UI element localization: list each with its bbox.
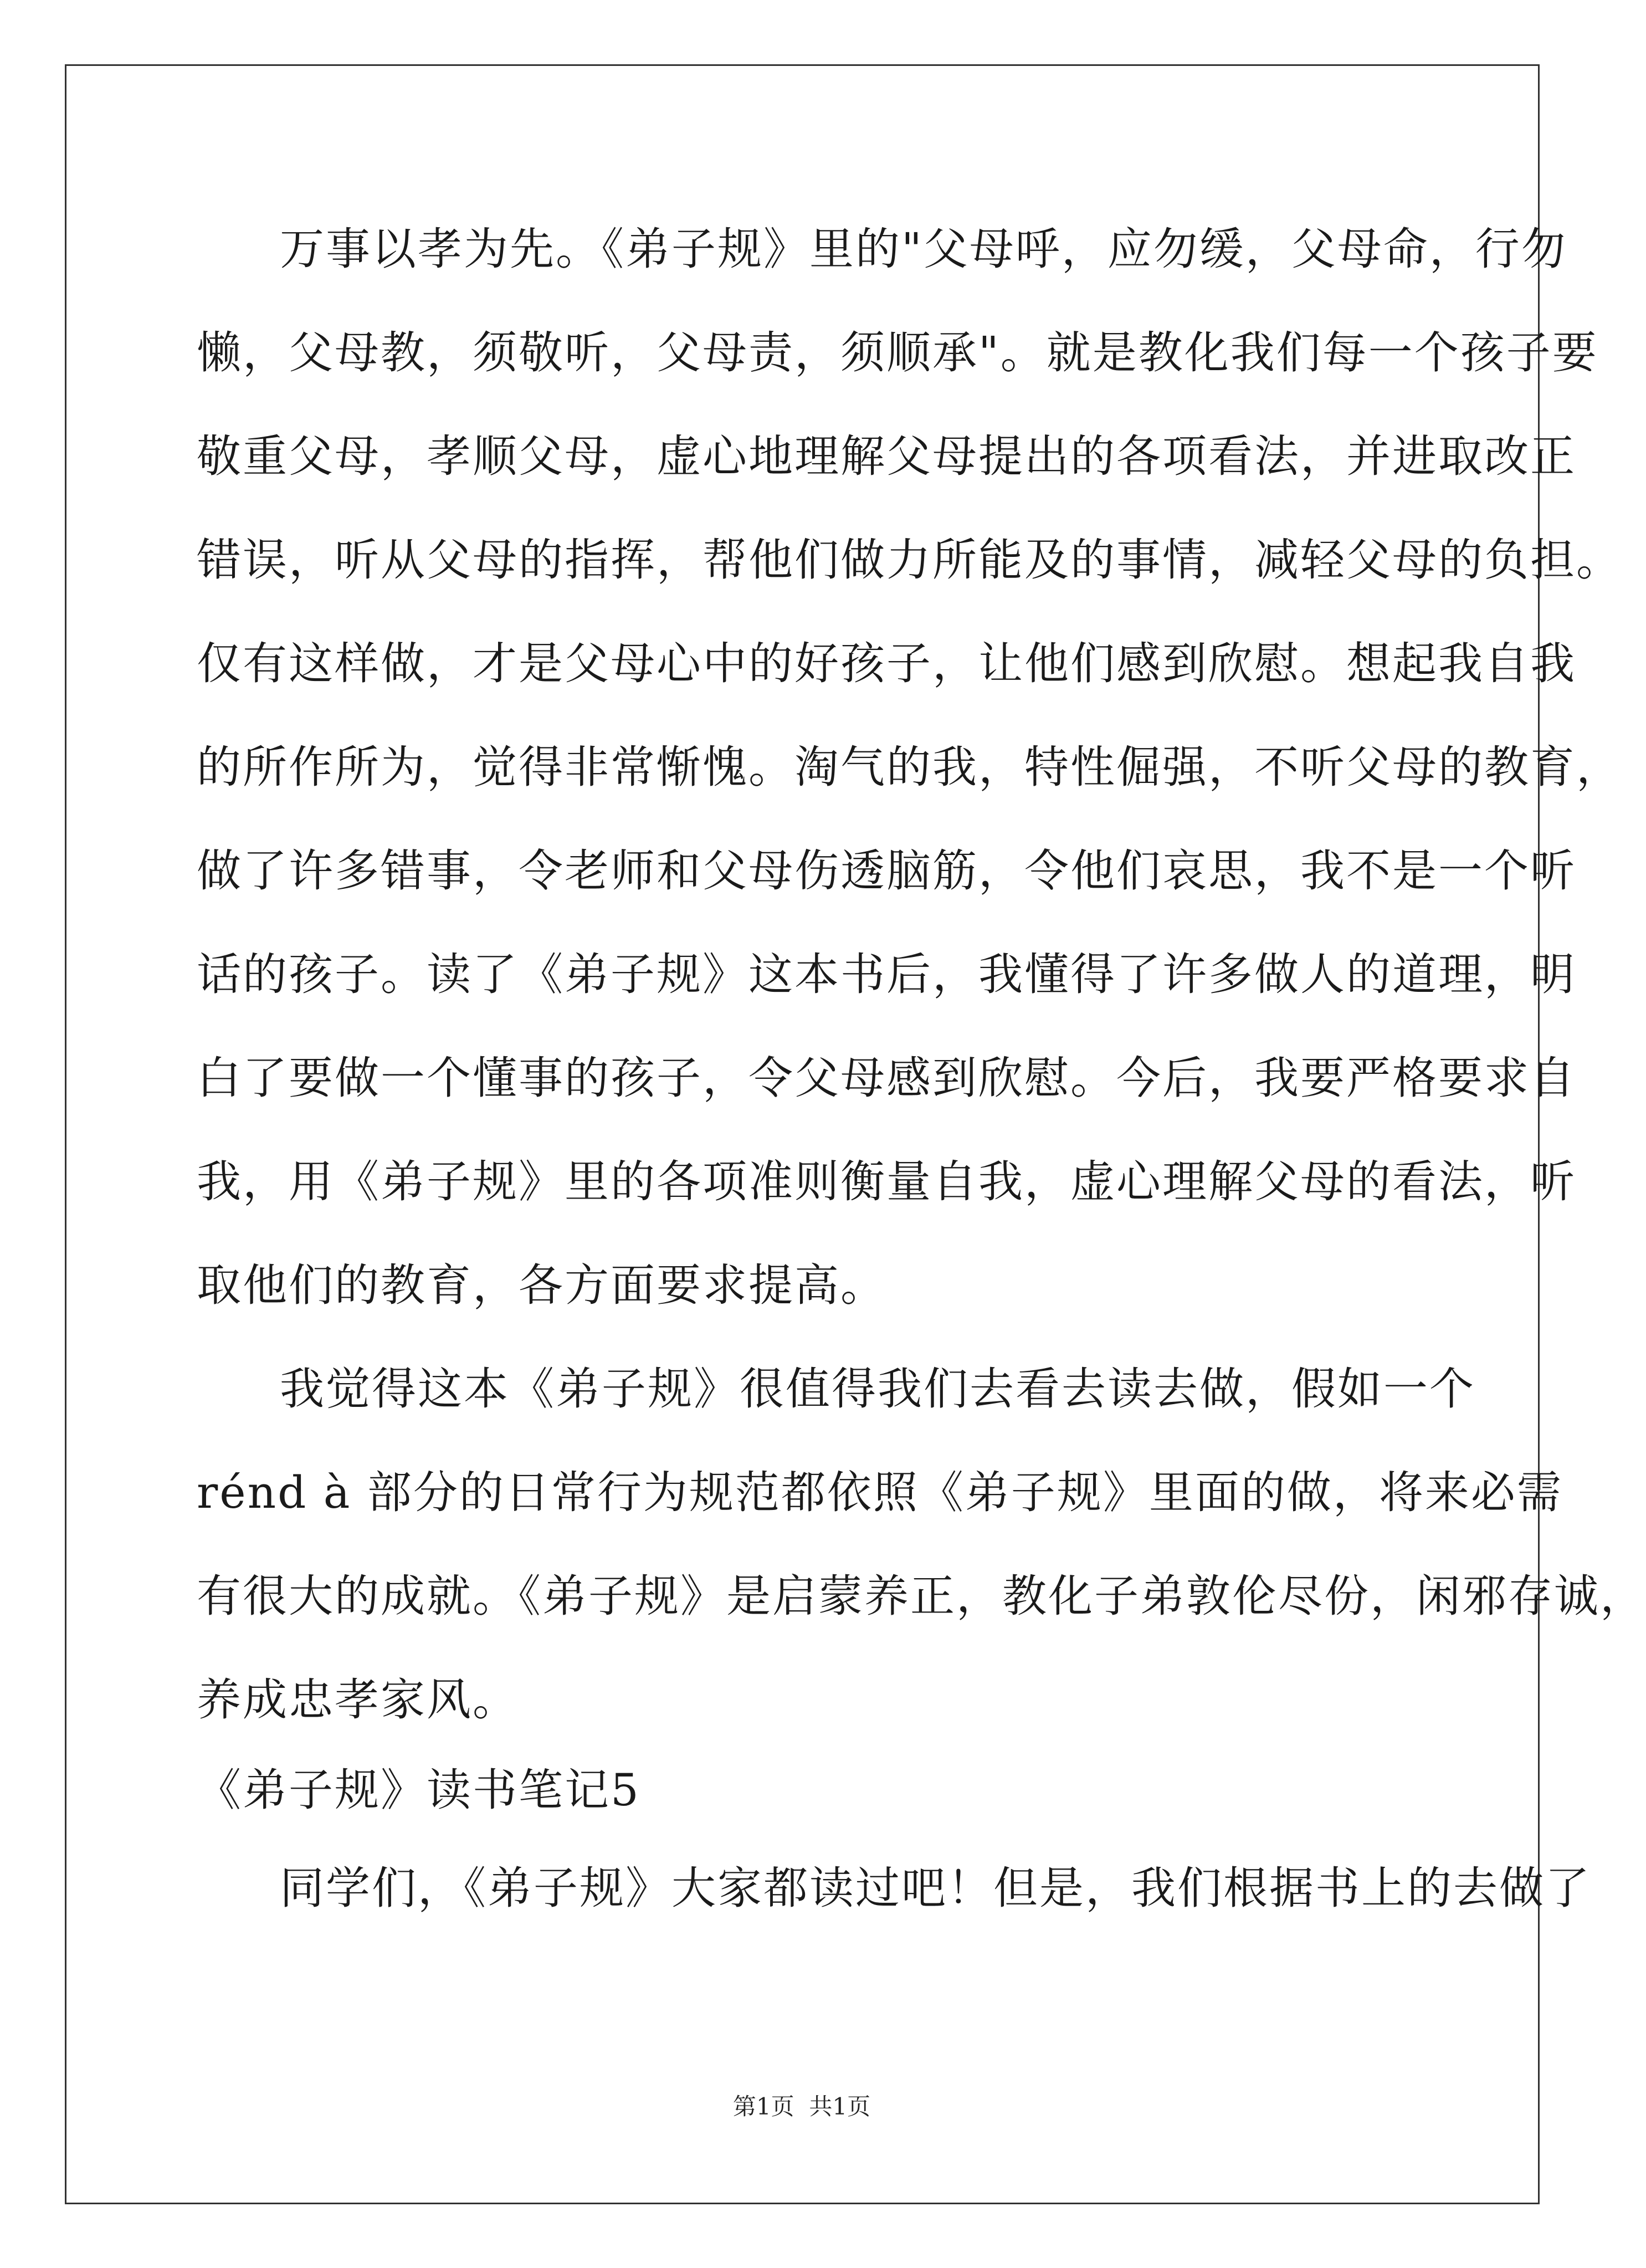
paragraph-2-line-2: rénd à 部分的日常行为规范都依照《弟子规》里面的做，将来必需 <box>197 1467 1563 1518</box>
paragraph-1-line-3: 敬重父母，孝顺父母，虚心地理解父母提出的各项看法，并进取改正 <box>197 431 1576 482</box>
paragraph-1-line-9: 白了要做一个懂事的孩子，令父母感到欣慰。今后，我要严格要求自 <box>197 1052 1576 1104</box>
paragraph-1-line-2: 懒，父母教，须敬听，父母责，须顺承"。就是教化我们每一个孩子要 <box>197 327 1598 378</box>
paragraph-1-line-5: 仅有这样做，才是父母心中的好孩子，让他们感到欣慰。想起我自我 <box>197 638 1576 689</box>
section-heading: 《弟子规》读书笔记5 <box>197 1764 640 1816</box>
page-footer <box>0 2090 1603 2123</box>
paragraph-1-line-10: 我，用《弟子规》里的各项准则衡量自我，虚心理解父母的看法，听 <box>197 1156 1576 1207</box>
paragraph-2-line-3: 有很大的成就。《弟子规》是启蒙养正，教化子弟敦伦尽份，闲邪存诚， <box>197 1570 1646 1622</box>
paragraph-1-line-4: 错误，听从父母的指挥，帮他们做力所能及的事情，减轻父母的负担。 <box>197 534 1622 586</box>
paragraph-1-line-8: 话的孩子。读了《弟子规》这本书后，我懂得了许多做人的道理，明 <box>197 949 1576 1000</box>
paragraph-1-line-11: 取他们的教育，各方面要求提高。 <box>197 1260 886 1311</box>
paragraph-1-line-6: 的所作所为，觉得非常惭愧。淘气的我，特性倔强，不听父母的教育， <box>197 741 1622 793</box>
page-number: 第1页 共1页 <box>732 2093 871 2120</box>
paragraph-1-line-1: 万事以孝为先。《弟子规》里的"父母呼，应勿缓，父母命，行勿 <box>280 223 1567 275</box>
paragraph-2-line-4: 养成忠孝家风。 <box>197 1674 519 1726</box>
paragraph-1-line-7: 做了许多错事，令老师和父母伤透脑筋，令他们哀思，我不是一个听 <box>197 845 1576 897</box>
paragraph-3-line-1: 同学们，《弟子规》大家都读过吧！但是，我们根据书上的去做了 <box>280 1862 1591 1914</box>
paragraph-2-line-1: 我觉得这本《弟子规》很值得我们去看去读去做，假如一个 <box>280 1363 1475 1415</box>
